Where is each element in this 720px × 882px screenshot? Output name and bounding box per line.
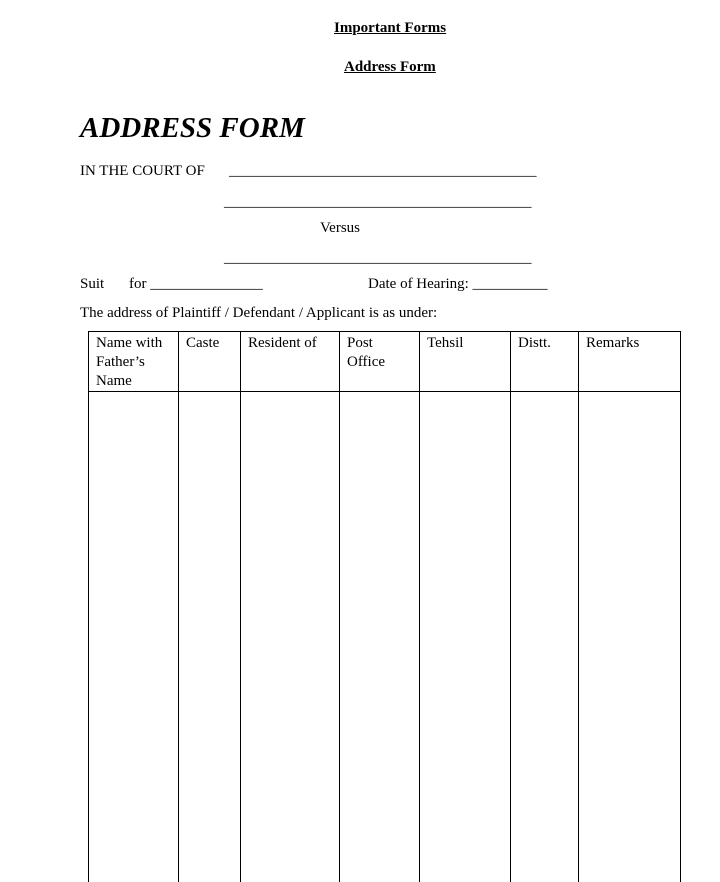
court-name-blank-1: _________________________________________: [229, 163, 537, 180]
court-name-blank-2: _________________________________________: [224, 194, 532, 211]
col-header-remarks: Remarks: [579, 332, 681, 392]
cell-remarks[interactable]: [579, 392, 681, 882]
cell-resident-of[interactable]: [241, 392, 340, 882]
col-header-name: Name with Father’s Name: [89, 332, 179, 392]
cell-distt[interactable]: [511, 392, 579, 882]
date-of-hearing: Date of Hearing: __________: [368, 276, 548, 293]
col-header-caste: Caste: [179, 332, 241, 392]
cell-post-office[interactable]: [340, 392, 420, 882]
cell-name[interactable]: [89, 392, 179, 882]
table-row: [89, 392, 681, 882]
cell-caste[interactable]: [179, 392, 241, 882]
address-table: [88, 331, 681, 882]
col-header-distt: Distt.: [511, 332, 579, 392]
col-header-resident-of: Resident of: [241, 332, 340, 392]
table-header-row: [89, 332, 681, 392]
suit-label: Suit: [80, 276, 104, 293]
court-label: IN THE COURT OF: [80, 163, 205, 180]
cell-tehsil[interactable]: [420, 392, 511, 882]
col-header-post-office: Post Office: [340, 332, 420, 392]
document-title: ADDRESS FORM: [80, 112, 305, 145]
versus-label: Versus: [320, 220, 360, 237]
header-address-form: Address Form: [344, 59, 436, 76]
header-important-forms: Important Forms: [334, 20, 446, 37]
address-intro: The address of Plaintiff / Defendant / Applicant is as under:: [80, 305, 437, 322]
court-name-blank-3: _________________________________________: [224, 250, 532, 267]
suit-for-blank: for _______________: [129, 276, 263, 293]
col-header-tehsil: Tehsil: [420, 332, 511, 392]
